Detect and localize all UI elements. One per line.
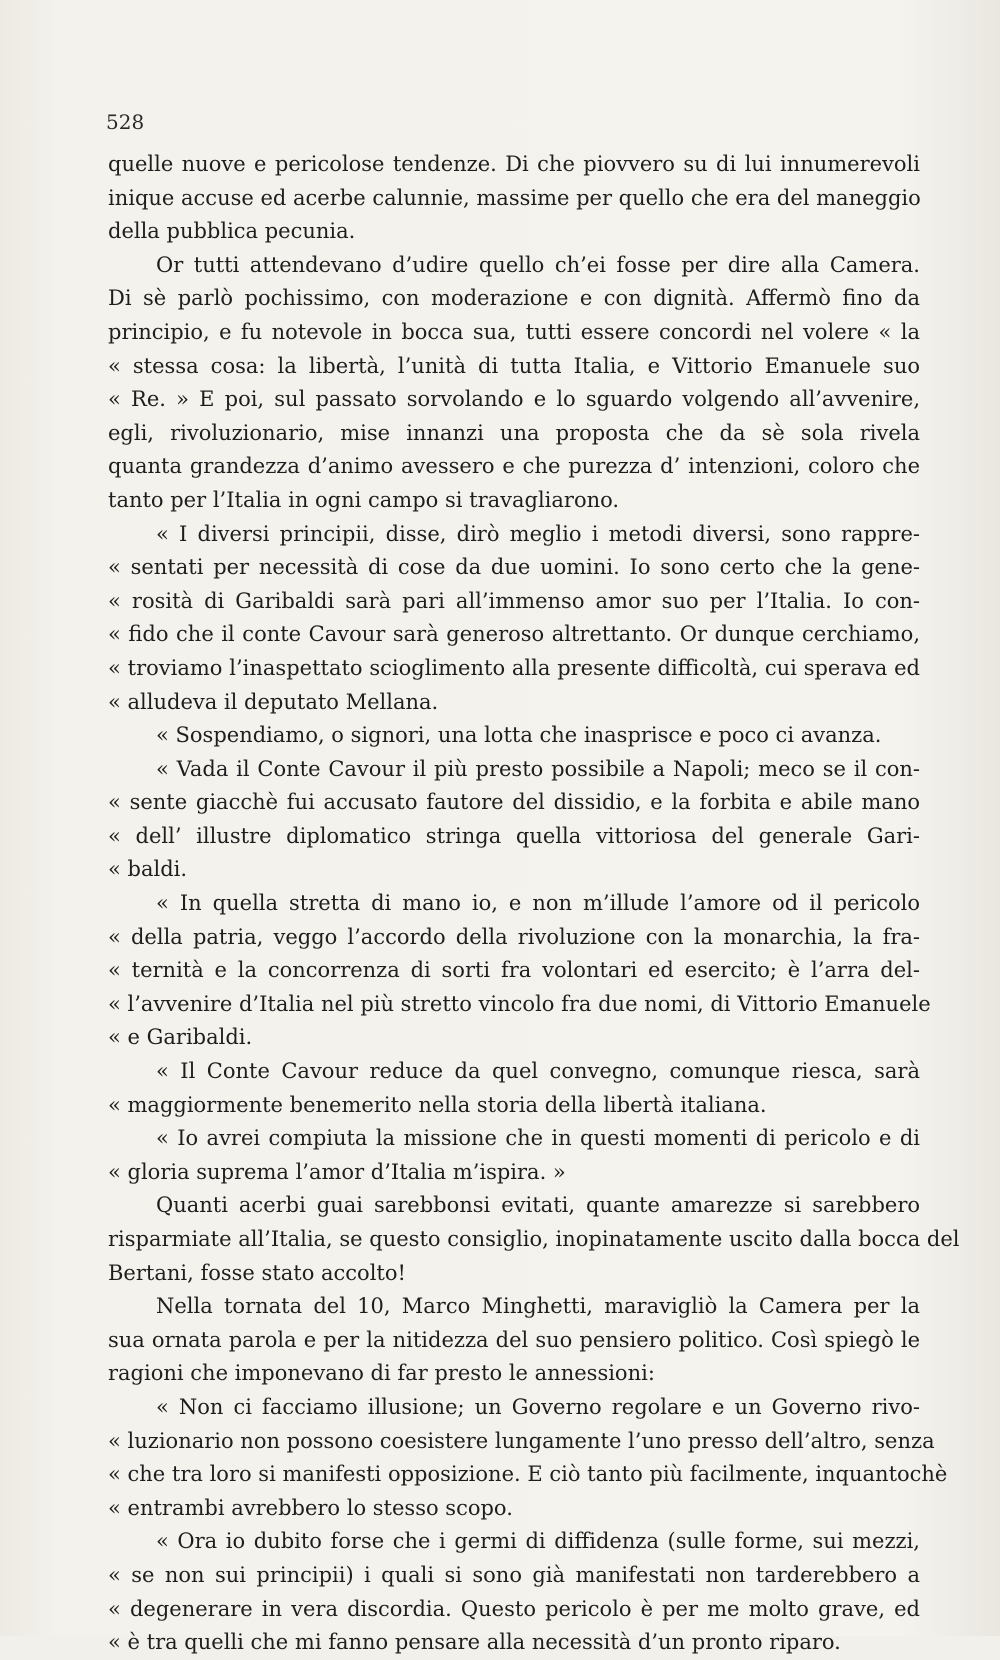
- text-line: quanta grandezza d’animo avessero e che purezza d’ intenzioni, coloro che: [108, 454, 920, 479]
- page-number: 528: [106, 110, 145, 134]
- text-line: inique accuse ed acerbe calunnie, massime per quello che era del maneggio: [108, 185, 921, 210]
- text-line: ragioni che imponevano di far presto le annessioni:: [108, 1361, 655, 1386]
- text-line: « troviamo l’inaspettato scioglimento alla presente difficoltà, cui sperava ed: [108, 655, 920, 680]
- text-line: « I diversi principii, disse, dirò meglio i metodi diversi, sono rappre-: [156, 521, 920, 546]
- text-line: Quanti acerbi guai sarebbonsi evitati, quante amarezze si sarebbero: [156, 1193, 920, 1218]
- text-line: « è tra quelli che mi fanno pensare alla necessità d’un pronto riparo.: [108, 1630, 841, 1655]
- text-line: « luzionario non possono coesistere lungamente l’uno presso dell’altro, senza: [108, 1428, 935, 1453]
- text-line: « alludeva il deputato Mellana.: [108, 689, 439, 714]
- text-line: Di sè parlò pochissimo, con moderazione e con dignità. Affermò fino da: [108, 286, 920, 311]
- text-line: « fido che il conte Cavour sarà generoso altrettanto. Or dunque cerchiamo,: [108, 622, 920, 647]
- text-line: egli, rivoluzionario, mise innanzi una proposta che da sè sola rivela: [108, 420, 920, 445]
- text-line: principio, e fu notevole in bocca sua, tutti essere concordi nel volere « la: [108, 319, 920, 344]
- text-line: Nella tornata del 10, Marco Minghetti, maravigliò la Camera per la: [156, 1294, 920, 1319]
- text-line: « degenerare in vera discordia. Questo pericolo è per me molto grave, ed: [108, 1596, 920, 1621]
- text-line: « dell’ illustre diplomatico stringa quella vittoriosa del generale Gari-: [108, 823, 920, 848]
- text-line: « sentati per necessità di cose da due uomini. Io sono certo che la gene-: [108, 555, 920, 580]
- text-line: « sente giacchè fui accusato fautore del dissidio, e la forbita e abile mano: [108, 790, 920, 815]
- text-line: « Sospendiamo, o signori, una lotta che inasprisce e poco ci avanza.: [156, 723, 882, 748]
- text-line: « e Garibaldi.: [108, 1025, 253, 1050]
- text-line: « In quella stretta di mano io, e non m’illude l’amore od il pericolo: [156, 891, 920, 916]
- text-line: « Il Conte Cavour reduce da quel convegno, comunque riesca, sarà: [156, 1059, 920, 1084]
- text-line: « Re. » E poi, sul passato sorvolando e lo sguardo volgendo all’avvenire,: [108, 387, 920, 412]
- text-line: « entrambi avrebbero lo stesso scopo.: [108, 1495, 513, 1520]
- text-line: « l’avvenire d’Italia nel più stretto vincolo fra due nomi, di Vittorio Emanuele: [108, 991, 931, 1016]
- text-line: « ternità e la concorrenza di sorti fra volontari ed esercito; è l’arra del-: [108, 958, 920, 983]
- text-line: tanto per l’Italia in ogni campo si travagliarono.: [108, 487, 620, 512]
- text-line: quelle nuove e pericolose tendenze. Di che piovvero su di lui innumerevoli: [108, 152, 920, 176]
- text-line: « che tra loro si manifesti opposizione. E ciò tanto più facilmente, inquantochè: [108, 1462, 948, 1487]
- text-line: risparmiate all’Italia, se questo consiglio, inopinatamente uscito dalla bocca del: [108, 1227, 960, 1251]
- text-line: Or tutti attendevano d’udire quello ch’ei fosse per dire alla Camera.: [156, 252, 920, 277]
- body-text: [108, 148, 960, 1660]
- text-line: « Io avrei compiuta la missione che in questi momenti di pericolo e di: [156, 1126, 920, 1151]
- text-line: « se non sui principii) i quali si sono già manifestati non tarderebbero a: [108, 1562, 920, 1587]
- text-line: « rosità di Garibaldi sarà pari all’immenso amor suo per l’Italia. Io con-: [108, 588, 920, 613]
- text-line: « Ora io dubito forse che i germi di diffidenza (sulle forme, sui mezzi,: [156, 1529, 920, 1554]
- text-line: sua ornata parola e per la nitidezza del suo pensiero politico. Così spiegò le: [108, 1327, 920, 1352]
- text-line: « Non ci facciamo illusione; un Governo regolare e un Governo rivo-: [156, 1394, 920, 1419]
- text-line: Bertani, fosse stato accolto!: [108, 1260, 406, 1285]
- text-line: « maggiormente benemerito nella storia della libertà italiana.: [108, 1092, 767, 1117]
- text-line: della pubblica pecunia.: [108, 219, 356, 244]
- text-line: « baldi.: [108, 857, 188, 882]
- text-line: « Vada il Conte Cavour il più presto possibile a Napoli; meco se il con-: [156, 756, 920, 781]
- text-line: « gloria suprema l’amor d’Italia m’ispira. »: [108, 1159, 566, 1184]
- text-line: « stessa cosa: la libertà, l’unità di tutta Italia, e Vittorio Emanuele suo: [108, 353, 920, 378]
- text-line: « della patria, veggo l’accordo della rivoluzione con la monarchia, la fra-: [108, 924, 920, 949]
